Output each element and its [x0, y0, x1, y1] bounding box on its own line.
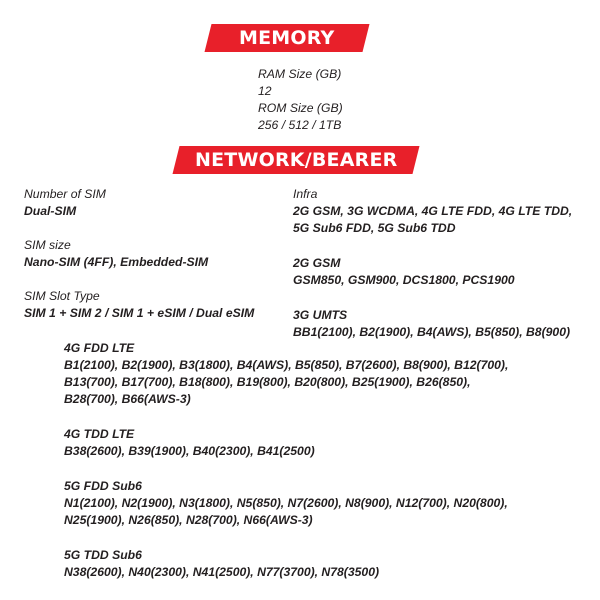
- gsm-label: 2G GSM: [293, 256, 341, 270]
- infra-label: Infra: [293, 187, 318, 201]
- memory-section-banner: [205, 24, 370, 52]
- number-of-sim-value: Dual-SIM: [24, 204, 77, 218]
- band-specs: [64, 340, 508, 581]
- rom-size-label: ROM Size (GB): [258, 101, 343, 115]
- sim-size-value: Nano-SIM (4FF), Embedded-SIM: [24, 255, 209, 269]
- rom-size-value: 256 / 512 / 1TB: [258, 118, 342, 132]
- sim-specs: [24, 186, 254, 322]
- sim-slot-type-label: SIM Slot Type: [24, 289, 100, 303]
- ram-size-value: 12: [258, 84, 272, 98]
- tdd-lte-value: B38(2600), B39(1900), B40(2300), B41(2500): [64, 444, 315, 458]
- fdd-sub6-label: 5G FDD Sub6: [64, 479, 142, 493]
- number-of-sim-label: Number of SIM: [24, 187, 106, 201]
- infra-value-line-1: 2G GSM, 3G WCDMA, 4G LTE FDD, 4G LTE TDD,: [293, 204, 573, 218]
- infra-specs: [293, 186, 572, 341]
- ram-size-label: RAM Size (GB): [258, 67, 342, 81]
- fdd-sub6-value-line-1: N1(2100), N2(1900), N3(1800), N5(850), N7(2600), N8(900), N12(700), N20(800),: [64, 496, 508, 510]
- tdd-lte-label: 4G TDD LTE: [64, 427, 135, 441]
- umts-value: BB1(2100), B2(1900), B4(AWS), B5(850), B8(900): [293, 325, 571, 339]
- fdd-lte-value-line-3: B28(700), B66(AWS-3): [64, 392, 191, 406]
- network-title: NETWORK/BEARER: [194, 149, 398, 171]
- tdd-sub6-label: 5G TDD Sub6: [64, 548, 142, 562]
- umts-label: 3G UMTS: [293, 308, 348, 322]
- network-section-banner: [173, 146, 420, 174]
- fdd-lte-value-line-2: B13(700), B17(700), B18(800), B19(800), B20(800), B25(1900), B26(850),: [64, 375, 471, 389]
- fdd-lte-label: 4G FDD LTE: [64, 341, 135, 355]
- fdd-sub6-value-line-2: N25(1900), N26(850), N28(700), N66(AWS-3): [64, 513, 313, 527]
- gsm-value: GSM850, GSM900, DCS1800, PCS1900: [293, 273, 515, 287]
- sim-size-label: SIM size: [24, 238, 71, 252]
- memory-title: MEMORY: [239, 27, 335, 49]
- infra-value-line-2: 5G Sub6 FDD, 5G Sub6 TDD: [293, 221, 456, 235]
- fdd-lte-value-line-1: B1(2100), B2(1900), B3(1800), B4(AWS), B5(850), B7(2600), B8(900), B12(700),: [64, 358, 509, 372]
- sim-slot-type-value: SIM 1 + SIM 2 / SIM 1 + eSIM / Dual eSIM: [24, 306, 255, 320]
- memory-specs: [258, 66, 343, 134]
- tdd-sub6-value: N38(2600), N40(2300), N41(2500), N77(3700), N78(3500): [64, 565, 380, 579]
